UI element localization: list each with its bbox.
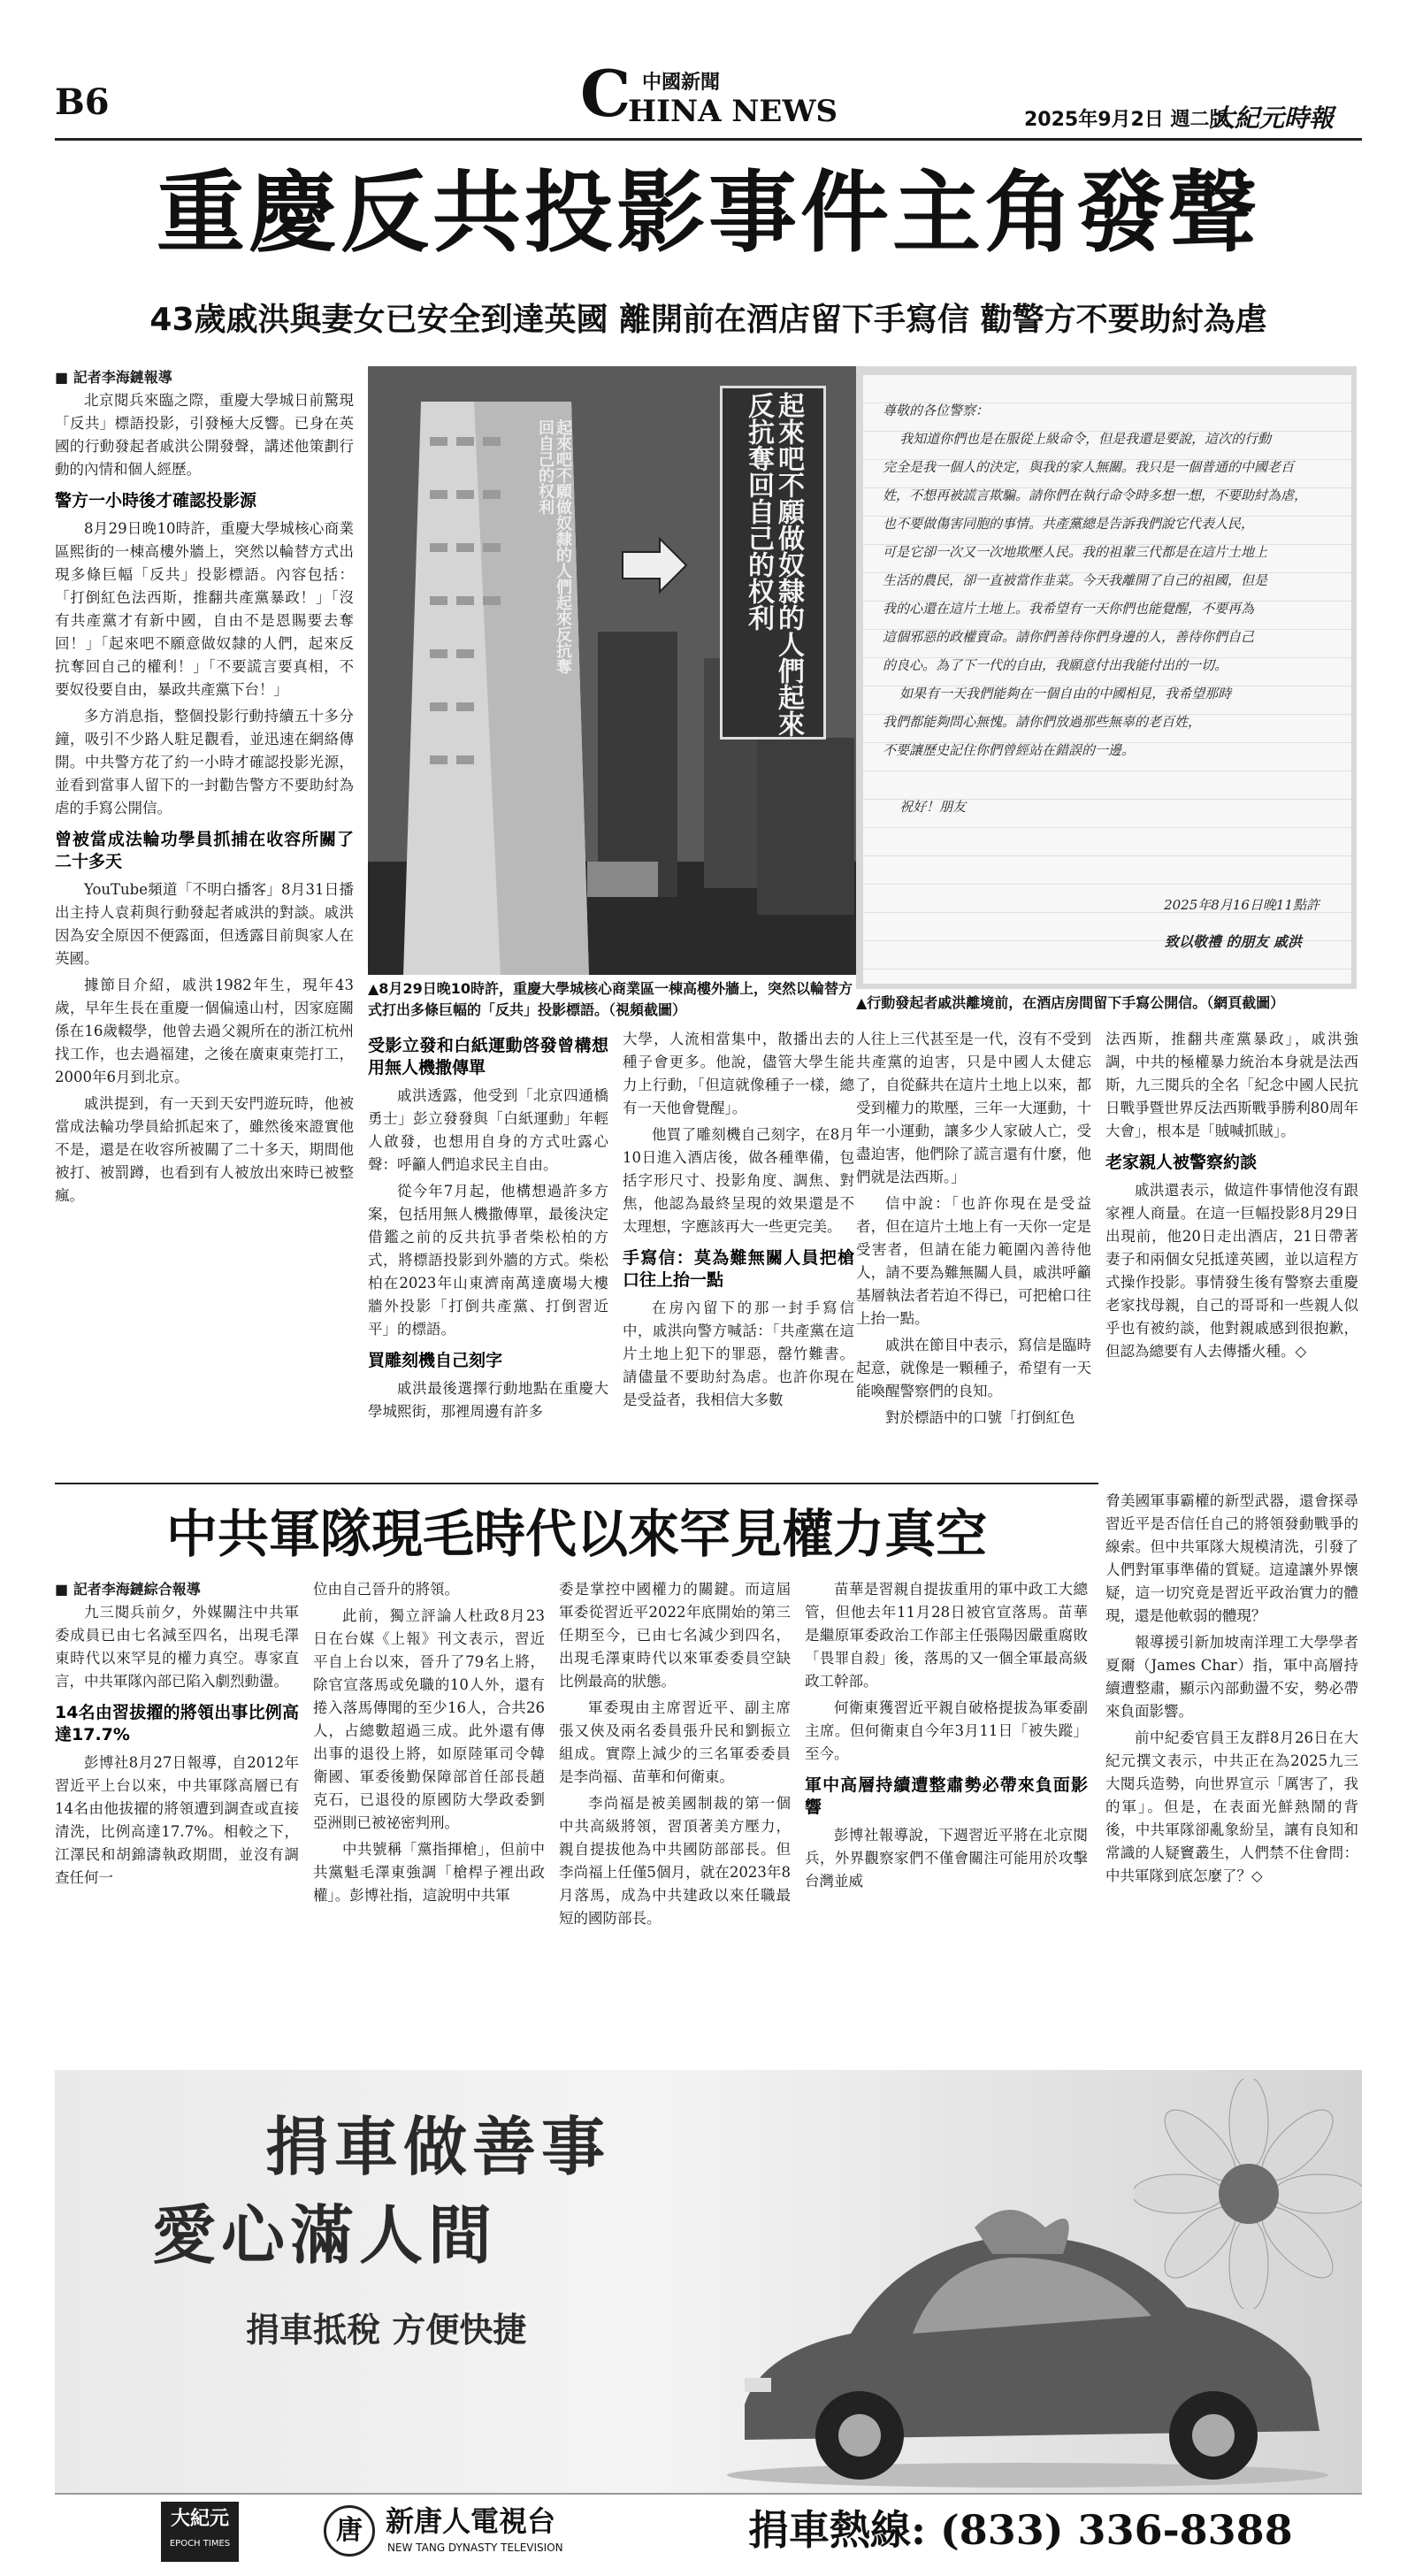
main-subheadline: 43歲戚洪與妻女已安全到達英國 離開前在酒店留下手寫信 勸警方不要助紂為虐 (149, 302, 1267, 338)
paragraph: 信中說：「也許你現在是受益者，但在這片土地上有一天你一定是受害者，但請在能力範圍內善待他人，請不要為難無關人員，戚洪呼籲基層執法者若迫不得已，可把槍口往上抬一點。 (856, 1195, 1091, 1327)
second-byline: ■ 記者李海鏈綜合報導 (55, 1581, 201, 1598)
projection-photo (368, 366, 865, 975)
paragraph: 8月29日晚10時許，重慶大學城核心商業區熙街的一棟高樓外牆上，突然以輪替方式出現多條巨幅「反共」投影標語。內容包括：「打倒紅色法西斯，推翻共產黨暴政！」「沒有共產黨才有新中國，自由不是恩賜要去奪回！」「起來吧不願意做奴隸的人們，起來反抗奪回自己的權利！」「不要謊言要真相，不要奴役要自由，暴政共產黨下台！」 (55, 520, 354, 698)
epoch-logo-cn: 大紀元 (170, 2507, 229, 2530)
projected-slogan-large: 起來吧不願做奴隸的人們起來反抗奪回自己的权利 (743, 392, 804, 737)
masthead-english: HINA NEWS (628, 94, 838, 129)
paragraph: 何衛東獲習近平親自破格提拔為軍委副主席。但何衛東自今年3月11日「被失蹤」至今。 (805, 1699, 1088, 1762)
handwritten-letter-photo (856, 366, 1357, 989)
paragraph: 此前，獨立評論人杜政8月23日在台媒《上報》刊文表示，習近平自上台以來，晉升了79名上將，除官宣落馬或免職的10人外，還有捲入落馬傳聞的至少16人，合共26人，占總數超過三成。此外還有傳出事的退役上將，如原陸軍司令韓衛國、軍委後勤保障部首任部長趙克石，已退役的原國防大學政委劉亞洲則已被祕密判刑。 (313, 1607, 545, 1831)
paragraph: 大學，人流相當集中，散播出去的種子會更多。他說，儘管大學生能力上行動，「但這就像種子一樣，總有一天他會覺醒」。 (623, 1031, 854, 1116)
ad-tagline: 捐車抵稅 方便快捷 (246, 2311, 527, 2350)
ntd-emblem-char: 唐 (336, 2515, 363, 2546)
letter-line: 不要讓歷史記住你們曾經站在錯誤的一邊。 (883, 742, 1136, 758)
paragraph: 前中紀委官員王友群8月26日在大紀元撰文表示，中共正在為2025九三大閱兵造勢，向世界宣示「厲害了，我的軍」。但是，在表面光鮮熱鬧的背後，中共軍隊卻亂象紛呈，讓有良知和常識的人疑竇叢生，人們禁不住會問：中共軍隊到底怎麼了？◇ (1105, 1729, 1358, 1884)
second-column-3 (559, 1578, 791, 2061)
subheading: 手寫信：莫為難無關人員把槍口往上抬一點 (623, 1248, 854, 1290)
subheading: 老家親人被警察約談 (1105, 1153, 1258, 1172)
ntd-logo[interactable] (324, 2503, 713, 2560)
letter-date: 2025年8月16日晚11點許 (1164, 897, 1319, 913)
paragraph: 軍委現由主席習近平、副主席張又俠及兩名委員張升民和劉振立組成。實際上減少的三名軍委委員是李尚福、苗華和何衛東。 (559, 1699, 791, 1785)
letter-line: 這個邪惡的政權賣命。請你們善待你們身邊的人，善待你們自己 (883, 629, 1255, 645)
ad-slogan-1: 捐車做善事 (265, 2109, 611, 2184)
paragraph: 位由自己晉升的將領。 (313, 1581, 459, 1598)
main-column-3 (368, 1035, 608, 1477)
letter-line: 生活的農民，卻一直被當作韭菜。今天我離開了自己的祖國，但是 (883, 572, 1268, 588)
issue-date: 2025年9月2日 週二版 (1024, 109, 1229, 131)
paragraph: 對於標語中的口號「打倒紅色 (885, 1409, 1075, 1426)
paragraph: 戚洪還表示，做這件事情他沒有跟家裡人商量。在這一巨幅投影8月29日出現前，他20日走出酒店，21日帶著妻子和兩個女兒抵達英國，並以這程方式操作投影。事情發生後有警察去重慶老家找母親，自己的哥哥和一些親人似乎也有被約談，他對親戚感到很抱歉，但認為總要有人去傳播火種。◇ (1105, 1182, 1358, 1360)
masthead-chinese: 中國新聞 (642, 72, 721, 94)
main-column-4 (623, 1028, 854, 1477)
letter-paper (863, 375, 1351, 984)
letter-line: 可是它卻一次又一次地欺壓人民。我的祖輩三代都是在這片土地上 (883, 544, 1268, 560)
second-headline: 中共軍隊現毛時代以來罕見權力真空 (165, 1504, 987, 1564)
letter-line: 的良心。為了下一代的自由，我願意付出我能付出的一切。 (883, 657, 1228, 673)
paragraph: 從今年7月起，他構想過許多方案，包括用無人機撒傳單，最後決定借鑑之前的反共抗爭者柴松柏的方式，將標語投影到外牆的方式。柴松柏在2023年山東濟南萬達廣場大樓牆外投影「打倒共產黨、打倒習近平」的標語。 (368, 1183, 608, 1338)
subheading: 買雕刻機自己刻字 (368, 1351, 503, 1370)
main-byline: ■ 記者李海鏈報導 (55, 369, 172, 386)
main-column-5 (856, 1028, 1091, 1477)
paragraph: 戚洪透露，他受到「北京四通橋勇士」彭立發發與「白紙運動」年輕人啟發，也想用自身的方式吐露心聲：呼籲人們追求民主自由。 (368, 1087, 608, 1173)
header-rule (55, 138, 1362, 141)
paragraph: 戚洪提到，有一天到天安門遊玩時，他被當成法輪功學員給抓起來了，雖然後來證實他不是，還是在收容所被關了二十多天，期間他被打、被罰蹲，也看到有人被放出來時已被整瘋。 (55, 1095, 354, 1204)
second-column-1 (55, 1578, 299, 2061)
photo2-caption: ▲行動發起者戚洪離境前，在酒店房間留下手寫公開信。（網頁截圖） (856, 994, 1285, 1011)
letter-line: 如果有一天我們能夠在一個自由的中國相見，我希望那時 (883, 686, 1232, 702)
second-column-4 (805, 1578, 1088, 2061)
letter-line (883, 764, 1332, 793)
letter-line: 祝好！朋友 (883, 799, 967, 815)
main-column-6 (1105, 1028, 1358, 1477)
paragraph: YouTube頻道「不明白播客」8月31日播出主持人袁莉與行動發起者戚洪的對談。戚洪因為安全原因不便露面，但透露目前與家人在英國。 (55, 881, 354, 967)
paragraph: 委是掌控中國權力的關鍵。而這屆軍委從習近平2022年底開始的第三任期至今，已由七名減少到四名，出現毛澤東時代以來軍委委員空缺比例最高的狀態。 (559, 1581, 791, 1690)
second-column-5 (1105, 1490, 1358, 2061)
letter-line: 我們都能夠問心無愧。請你們放過那些無辜的老百姓， (883, 714, 1202, 730)
subheading: 警方一小時後才確認投影源 (55, 491, 257, 510)
letter-line: 我的心還在這片土地上。我希望有一天你們也能覺醒，不要再為 (883, 601, 1255, 617)
paragraph: 北京閱兵來臨之際，重慶大學城日前驚現「反共」標語投影，引發極大反響。已身在英國的行動發起者戚洪公開發聲，講述他策劃行動的內情和個人經歷。 (55, 392, 354, 478)
main-column-1 (55, 366, 354, 1477)
paragraph: 脅美國軍事霸權的新型武器，還會探尋習近平是否信任自己的將領發動戰爭的線索。但中共軍隊大規模清洗，引發了人們對軍事準備的質疑。這違讓外界懷疑，這一切究竟是習近平政治實力的體現，還是他軟弱的體現？ (1105, 1492, 1358, 1624)
masthead-initial: C (580, 56, 631, 131)
letter-line: 我知道你們也是在服從上級命令，但是我還是要說，這次的行動 (883, 431, 1272, 447)
paper-name: 大紀元時報 (1210, 104, 1335, 133)
ad-footer-bar (55, 2493, 1362, 2565)
col3-heading: 受影立發和白紙運動啓發曾構想用無人機撒傳單 (368, 1036, 608, 1077)
paragraph: 中共號稱「黨指揮槍」，但前中共黨魁毛澤東強調「槍桿子裡出政權」。彭博社指，這說明中共軍 (313, 1841, 545, 1904)
main-headline: 重慶反共投影事件主角發聲 (157, 161, 1260, 264)
subheading: 軍中高層持續遭整肅勢必帶來負面影響 (805, 1775, 1088, 1817)
letter-text (883, 396, 1332, 821)
paragraph: 人往上三代甚至是一代，沒有不受到共產黨的迫害，只是中國人太健忘了，自從蘇共在這片土地上以來，都受到權力的欺壓，三年一大運動，十年一小運動，讓多少人家破人亡，受盡迫害，他們除了謊言還有什麼，他們就是法西斯。」 (856, 1031, 1091, 1185)
paragraph: 彭博社8月27日報導，自2012年習近平上台以來，中共軍隊高層已有14名由他拔擢的將領遭到調查或直接清洗，比例高達17.7%。相較之下，江澤民和胡錦濤執政期間，並沒有調查任何一 (55, 1754, 299, 1886)
second-column-2 (313, 1578, 545, 2061)
paragraph: 多方消息指，整個投影行動持續五十多分鐘，吸引不少路人駐足觀看，並迅速在網絡傳開。中共警方花了約一小時才確認投影光源，並看到當事人留下的一封勸告警方不要助紂為虐的手寫公開信。 (55, 708, 354, 816)
paragraph: 報導援引新加坡南洋理工大學學者夏爾（James Char）指，軍中高層持續遭整肅，顯示內部動盪不安，勢必帶來負面影響。 (1105, 1634, 1358, 1720)
paragraph: 彭博社報導說，下週習近平將在北京閱兵，外界觀察家們不僅會關注可能用於攻擊台灣並威 (805, 1827, 1088, 1890)
paragraph: 他買了雕刻機自己刻字，在8月10日進入酒店後，做各種準備，包括字形尺寸、投影角度、調焦、對焦，他認為最終呈現的效果還是不太理想，字應該再大一些更完美。 (623, 1126, 854, 1235)
epoch-logo-en: EPOCH TIMES (169, 2539, 231, 2549)
paragraph: 法西斯，推翻共產黨暴政」，戚洪強調，中共的極權暴力統治本身就是法西斯，九三閱兵的全名「紀念中國人民抗日戰爭暨世界反法西斯戰爭勝利80周年大會」，根本是「賊喊抓賊」。 (1105, 1031, 1358, 1139)
section-masthead (575, 56, 840, 133)
flower-image (1134, 2079, 1362, 2309)
section-divider (55, 1483, 1098, 1484)
paragraph: 李尚福是被美國制裁的第一個中共高級將領，習頂著美方壓力，親自提拔他為中共國防部部長。但李尚福上任僅5個月，就在2023年8月落馬，成為中共建政以來任職最短的國防部長。 (559, 1795, 791, 1927)
ntd-name-cn: 新唐人電視台 (386, 2504, 556, 2538)
paragraph: 戚洪在節目中表示，寫信是臨時起意，就像是一顆種子，希望有一天能喚醒警察們的良知。 (856, 1337, 1091, 1399)
letter-line: 尊敬的各位警察： (883, 402, 990, 418)
letter-line: 也不要做傷害同胞的事情。共產黨總是告訴我們說它代表人民， (883, 516, 1255, 532)
letter-signature: 致以敬禮 的朋友 戚洪 (1164, 933, 1302, 950)
ad-slogan-2: 愛心滿人間 (152, 2197, 498, 2273)
projected-slogan-small: 起來吧不願做奴隸的人們起來反抗奪回自己的权利 (536, 419, 572, 674)
page-number: B6 (55, 81, 110, 123)
letter-line: 姓，不想再被謊言欺騙。請你們在執行命令時多想一想，不要助紂為虐， (883, 487, 1308, 503)
epoch-times-logo[interactable] (161, 2502, 239, 2562)
paragraph: 苗華是習親自提拔重用的軍中政工大總管，但他去年11月28日被官宣落馬。苗華是繼原軍委政治工作部主任張陽因嚴重腐敗「畏罪自殺」後，落馬的又一個全軍最高級政工幹部。 (805, 1581, 1088, 1690)
photo1-caption: ▲8月29日晚10時許，重慶大學城核心商業區一棟高樓外牆上，突然以輪替方式打出多條巨幅的「反共」投影標語。（視頻截圖） (368, 980, 853, 1018)
paragraph: 在房內留下的那一封手寫信中，戚洪向警方喊話：「共產黨在這片土地上犯下的罪惡，罄竹難書。請儘量不要助紂為虐。也許你現在是受益者，我相信大多數 (623, 1300, 854, 1408)
donation-hotline[interactable]: 捐車熱線: (833) 336-8388 (748, 2506, 1293, 2554)
subheading: 14名由習拔擢的將領出事比例高達17.7% (55, 1703, 299, 1744)
paragraph: 九三閱兵前夕，外媒關注中共軍委成員已由七名減至四名，出現毛澤東時代以來罕見的權力真空。專家直言，中共軍隊內部已陷入劇烈動盪。 (55, 1604, 299, 1690)
letter-line: 完全是我一個人的決定，與我的家人無關。我只是一個普通的中國老百 (883, 459, 1295, 475)
car-donation-ad[interactable] (55, 2070, 1362, 2493)
paragraph: 據節目介紹，戚洪1982年生，現年43歲，早年生長在重慶一個偏遠山村，因家庭關係在16歲輟學，他曾去過父親所在的浙江杭州找工作，也去過福建，之後在廣東東莞打工，2000年6月到北京。 (55, 977, 354, 1085)
projected-slogan-inset (720, 386, 826, 740)
paragraph: 戚洪最後選擇行動地點在重慶大學城熙街，那裡周邊有許多 (368, 1380, 608, 1420)
ntd-emblem-icon (324, 2505, 375, 2557)
ntd-name-en: NEW TANG DYNASTY TELEVISION (387, 2542, 563, 2554)
subheading: 曾被當成法輪功學員抓捕在收容所關了二十多天 (55, 830, 354, 871)
